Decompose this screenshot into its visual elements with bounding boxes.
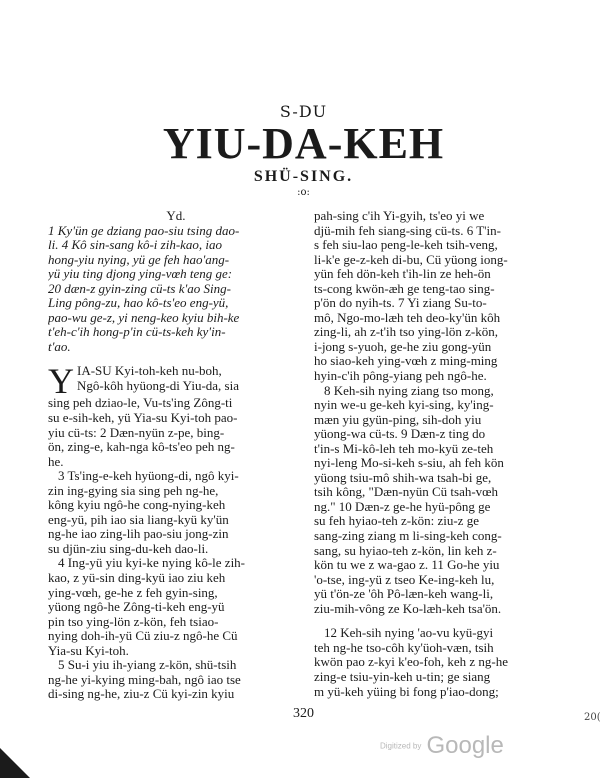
summary-line: li. 4 Kô sin-sang kô-i zih-kao, iao bbox=[48, 238, 223, 253]
text-line: kwön pao z-kyi k'eo-foh, keh z ng-he bbox=[314, 655, 509, 670]
text-line: Ngô-kôh hyüong-di Yiu-da, sia bbox=[77, 379, 239, 394]
summary-line: yü yiu ting djong ying-vœh teng ge: bbox=[48, 267, 233, 282]
right-column bbox=[314, 209, 570, 699]
summary-line: hong-yiu nying, yü ge feh hao'ang- bbox=[48, 252, 230, 267]
text-line: su e-sih-keh, yü Yia-su Kyi-toh pao- bbox=[48, 411, 238, 426]
title-ornament: :o: bbox=[297, 187, 310, 198]
text-line: ng." 10 Dæn-z ge-he hyü-pông ge bbox=[314, 499, 491, 514]
text-line: nyin we-u ge-keh kyi-sing, ky'ing- bbox=[314, 398, 494, 413]
text-line: ziu-mih-vông ze Ko-læh-keh tsa'ön. bbox=[314, 601, 502, 616]
left-column bbox=[48, 209, 304, 702]
summary-line: 1 Ky'ün ge dziang pao-siu tsing dao- bbox=[48, 223, 240, 238]
digitized-by-label: Digitized by bbox=[380, 741, 422, 751]
text-line: sang-zing ziang m li-sing-keh cong- bbox=[314, 529, 502, 544]
text-line: 8 Keh-sih nying ziang tso mong, bbox=[324, 383, 494, 398]
summary-line: 20 dæn-z gyin-zing cü-ts k'ao Sing- bbox=[48, 281, 231, 296]
text-line: nying doh-ih-yü Cü ziu-z ngô-he Cü bbox=[48, 629, 238, 644]
summary-line: Ling pông-zu, hao kô-ts'eo eng-yü, bbox=[48, 296, 229, 311]
text-line: i-jong s-yuoh, ge-he ziu gong-yün bbox=[314, 339, 492, 354]
text-line: kao, z yü-sin ding-kyü iao ziu keh bbox=[48, 571, 226, 586]
summary-line: t'eh-c'ih hong-p'in cü-ts-keh ky'in- bbox=[48, 325, 226, 340]
google-logo: Google bbox=[426, 732, 504, 759]
text-line: 5 Su-i yiu ih-yiang z-kön, shü-tsih bbox=[58, 658, 237, 673]
text-line: yün feh dön-keh t'ih-lin ze heh-ön bbox=[314, 267, 491, 282]
text-line: di-sing ng-he, ziu-z Cü kyi-zin kyiu bbox=[48, 687, 235, 702]
text-line: ts-cong kwön-æh ge teng-tao sing- bbox=[314, 281, 495, 296]
scan-corner-shadow bbox=[0, 748, 30, 778]
verses-8-11 bbox=[314, 384, 570, 617]
text-line: ön, zing-e, kah-nga kô-ts'eo peh ng- bbox=[48, 440, 235, 455]
text-line: mæn yiu gyün-ping, sih-doh yiu bbox=[314, 412, 482, 427]
text-line: ng-he yi-kying ming-bah, ngô iao tse bbox=[48, 672, 241, 687]
text-line: 'o-tse, ing-yü z tseo Ke-ing-keh lu, bbox=[314, 572, 495, 587]
book-title: YIU-DA-KEH bbox=[162, 119, 445, 168]
edge-mark: 20( bbox=[584, 712, 601, 723]
verse-12 bbox=[314, 626, 570, 699]
summary-line: t'ao. bbox=[48, 339, 71, 354]
text-line: sing peh dziao-le, Vu-ts'ing Zông-ti bbox=[48, 396, 233, 411]
text-line: zing-li, ah z-t'ih tso ying-lön z-kön, bbox=[314, 325, 498, 340]
text-line: hyin-c'ih pông-yiang peh ngô-he. bbox=[314, 369, 487, 384]
text-line: yü t'ön-ze 'ôh Pô-læn-keh wang-li, bbox=[314, 587, 494, 602]
text-line: IA-SU Kyi-toh-keh nu-boh, bbox=[77, 364, 222, 379]
text-line: 3 Ts'ing-e-keh hyüong-di, ngô kyi- bbox=[58, 469, 239, 484]
chapter-summary bbox=[48, 224, 304, 355]
text-line: pin tso ying-lön z-kön, feh tsiao- bbox=[48, 614, 219, 629]
text-line: 12 Keh-sih nying 'ao-vu kyü-gyi bbox=[324, 626, 494, 641]
text-line: ying-vœh, ge-he z feh gyin-sing, bbox=[48, 585, 218, 600]
book-kicker: S-DU bbox=[279, 102, 328, 121]
google-watermark bbox=[380, 732, 504, 760]
text-line: t'in-s Mi-kô-leh teh mo-kyü ze-teh bbox=[314, 441, 494, 456]
text-line: mô, Ngo-mo-læh teh deo-ky'ün kôh bbox=[314, 310, 501, 325]
text-line: he. bbox=[48, 454, 64, 469]
summary-line: pao-wu ge-z, yi neng-keo kyiu bih-ke bbox=[48, 310, 240, 325]
text-line: ng-he iao zing-lih pao-siu jong-zin bbox=[48, 527, 229, 542]
text-line: li-k'e ge-z-keh di-bu, Cü yüong iong- bbox=[314, 252, 508, 267]
text-line: s feh siu-lao peng-le-keh tsih-veng, bbox=[314, 238, 498, 253]
book-subtitle: SHÜ-SING. bbox=[253, 168, 354, 185]
opening-paragraph bbox=[48, 361, 304, 469]
text-line: Yia-su Kyi-toh. bbox=[48, 643, 129, 658]
text-line: yüong-wa cü-ts. 9 Dæn-z ting do bbox=[314, 427, 486, 442]
text-line: pah-sing c'ih Yi-gyih, ts'eo yi we bbox=[314, 209, 485, 223]
text-line: zin ing-gying sia sing peh ng-he, bbox=[48, 483, 219, 498]
text-line: ho siao-keh ying-vœh z ming-ming bbox=[314, 354, 498, 369]
text-line: kông kyiu ngô-he cong-nying-keh bbox=[48, 498, 226, 513]
text-line: eng-yü, pih iao sia liang-kyü ky'ün bbox=[48, 512, 229, 527]
text-line: 4 Ing-yü yiu kyi-ke nying kô-le zih- bbox=[58, 556, 246, 571]
text-line: nyi-leng Mo-si-keh s-siu, ah feh kön bbox=[314, 456, 504, 471]
text-line: yüong ngô-he Zông-ti-keh eng-yü bbox=[48, 600, 225, 615]
text-line: su djün-ziu sing-du-keh dao-li. bbox=[48, 541, 209, 556]
text-line: sang, su hyiao-teh z-kön, lin keh z- bbox=[314, 543, 497, 558]
text-line: zing-e tsiu-yin-keh u-tin; ge siang bbox=[314, 669, 491, 684]
text-line: su feh hyiao-teh z-kön: ziu-z ge bbox=[314, 514, 479, 529]
page-number: 320 bbox=[293, 706, 314, 721]
text-line: tsih kông, "Dæn-nyün Cü tsah-vœh bbox=[314, 485, 499, 500]
text-line: yiu cü-ts: 2 Dæn-nyün z-pe, bing- bbox=[48, 425, 225, 440]
text-line: p'ön do nyih-ts. 7 Yi ziang Su-to- bbox=[314, 296, 487, 311]
text-line: teh ng-he tso-côh ky'üoh-væn, tsih bbox=[314, 640, 494, 655]
summary-heading: Yd. bbox=[166, 209, 186, 223]
text-line: kön tu we z wa-gao z. 11 Go-he yiu bbox=[314, 558, 500, 573]
verses-3-5 bbox=[48, 469, 304, 702]
verses-5-7 bbox=[314, 209, 570, 384]
text-line: m yü-keh yüing bi fong p'iao-dong; bbox=[314, 684, 499, 699]
drop-cap: Y bbox=[48, 361, 74, 402]
text-line: yüong tsiu-mô shih-wa tsah-bi ge, bbox=[314, 470, 492, 485]
text-line: djü-mih feh siang-sing cü-ts. 6 T'in- bbox=[314, 223, 501, 238]
